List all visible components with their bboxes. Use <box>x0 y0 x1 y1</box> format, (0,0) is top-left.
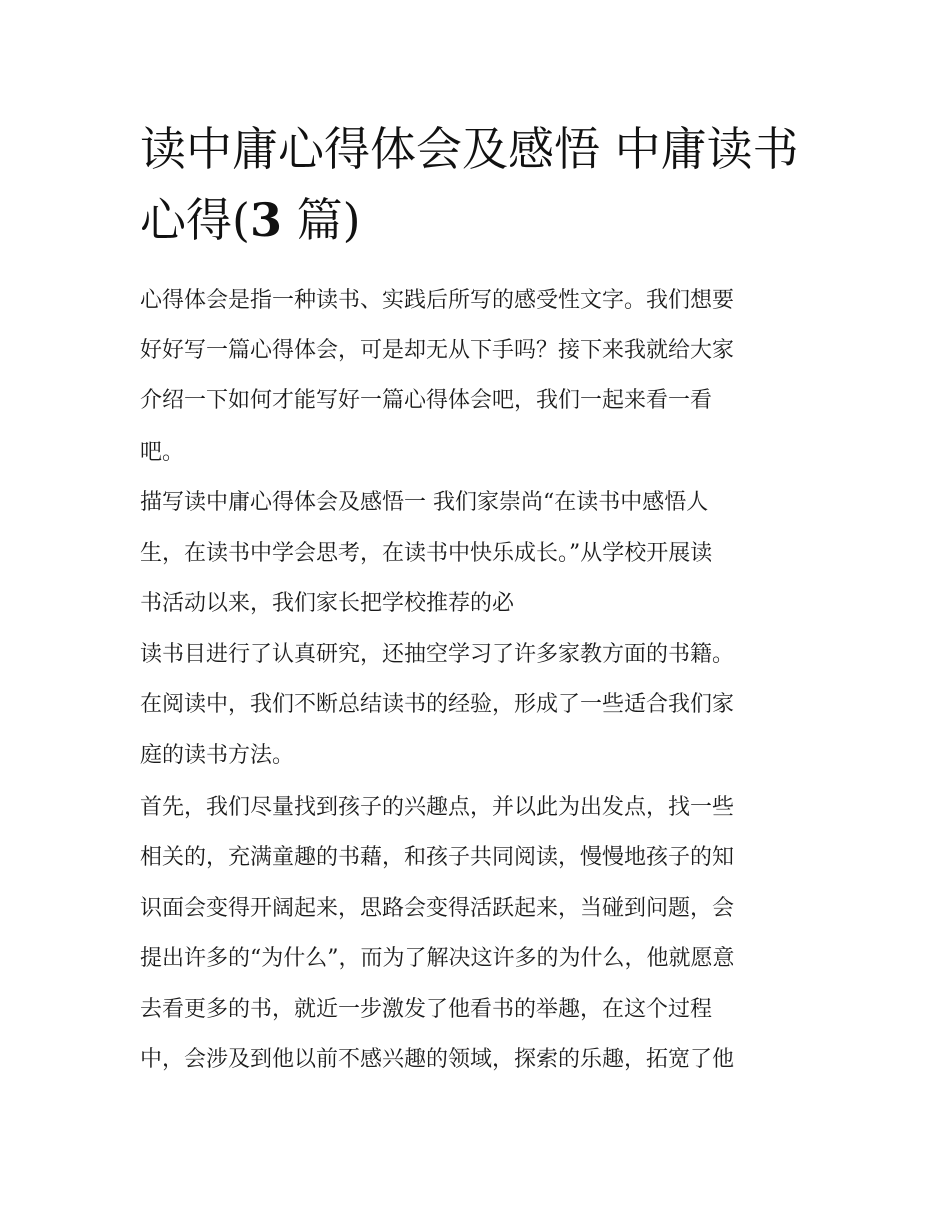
body-line: 生，在读书中学会思考，在读书中快乐成长。”从学校开展读 <box>140 541 713 566</box>
body-line: 吧。 <box>140 440 185 465</box>
body-line: 识面会变得开阔起来，思路会变得活跃起来，当碰到问题，会 <box>140 896 735 921</box>
body-line: 心得体会是指一种读书、实践后所写的感受性文字。我们想要 <box>140 288 735 313</box>
body-line: 描写读中庸心得体会及感悟一 我们家崇尚“在读书中感悟人 <box>140 490 709 515</box>
body-line: 读书目进行了认真研究，还抽空学习了许多家教方面的书籍。 <box>140 642 735 667</box>
body-line: 提出许多的“为什么”，而为了解决这许多的为什么，他就愿意 <box>140 946 735 971</box>
title-number: 3 <box>249 193 282 247</box>
body-line: 中，会涉及到他以前不感兴趣的领域，探索的乐趣，拓宽了他 <box>140 1047 735 1072</box>
document-title <box>140 114 820 256</box>
body-line: 介绍一下如何才能写好一篇心得体会吧，我们一起来看一看 <box>140 388 713 413</box>
body-line: 好好写一篇心得体会，可是却无从下手吗？接下来我就给大家 <box>140 338 735 363</box>
body-line: 在阅读中，我们不断总结读书的经验，形成了一些适合我们家 <box>140 692 735 717</box>
title-text-part1: 读中庸心得体会及感悟 中庸读书心得( <box>140 122 799 247</box>
body-line: 庭的读书方法。 <box>140 743 295 768</box>
title-text-part2: 篇) <box>281 193 361 247</box>
body-line: 书活动以来，我们家长把学校推荐的必 <box>140 591 515 616</box>
body-line: 首先，我们尽量找到孩子的兴趣点，并以此为出发点，找一些 <box>140 795 735 820</box>
body-line: 相关的，充满童趣的书藉，和孩子共同阅读，慢慢地孩子的知 <box>140 845 735 870</box>
body-line: 去看更多的书，就近一步激发了他看书的举趣，在这个过程 <box>140 997 713 1022</box>
